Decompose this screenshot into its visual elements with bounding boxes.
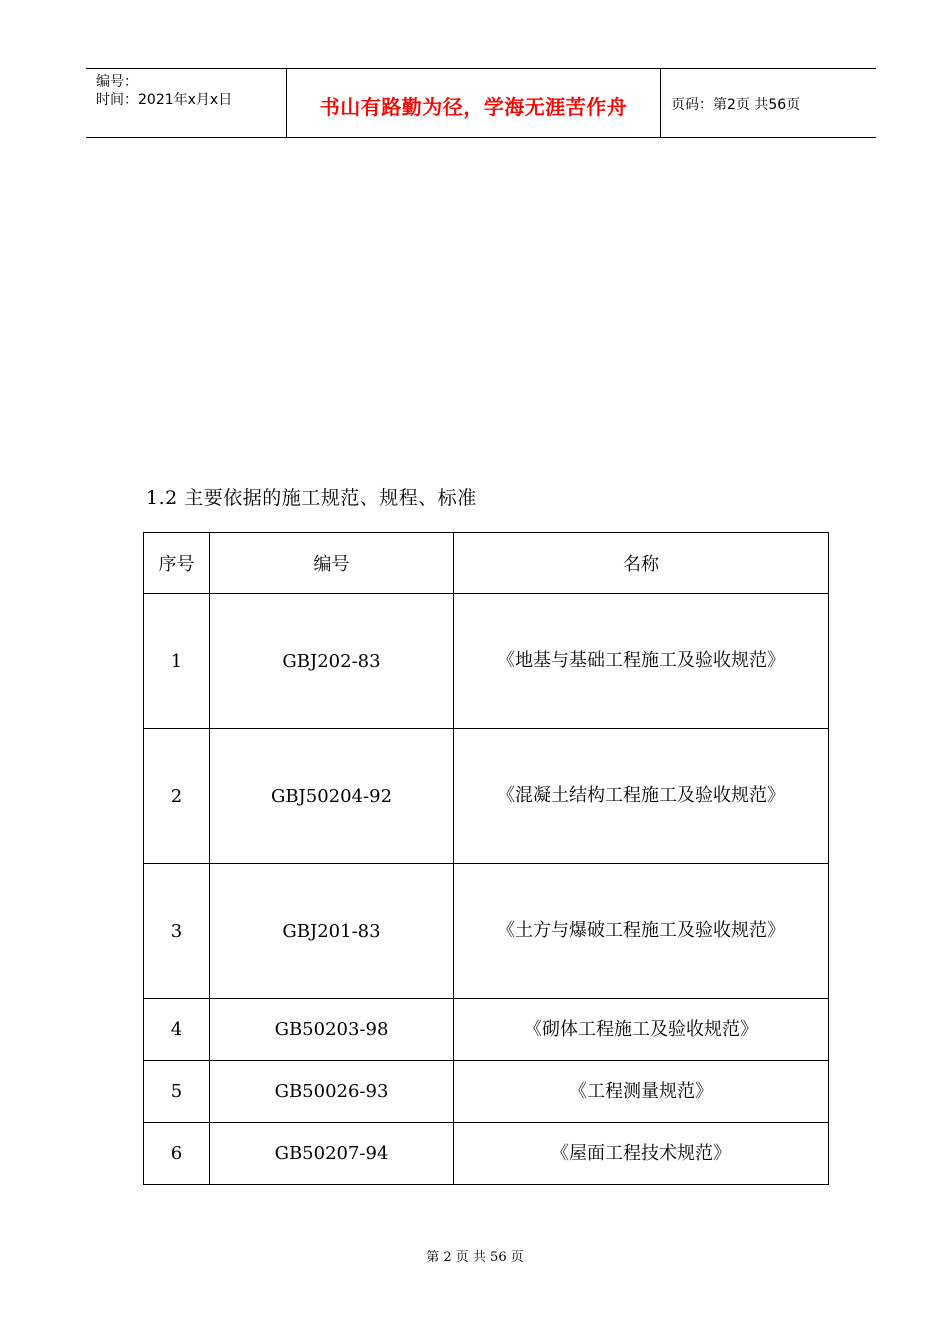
- row-code: GBJ50204-92: [210, 729, 454, 864]
- row-no: 3: [144, 864, 210, 999]
- table-row: [144, 729, 829, 864]
- header-time-label: 时间：2021年x月x日: [96, 92, 233, 108]
- header-motto-cell: [287, 69, 661, 137]
- row-name: 《工程测量规范》: [454, 1061, 829, 1123]
- row-name: 《砌体工程施工及验收规范》: [454, 999, 829, 1061]
- row-no: 6: [144, 1123, 210, 1185]
- column-header-no: 序号: [144, 533, 210, 594]
- header-meta-cell: [86, 69, 287, 137]
- row-no: 2: [144, 729, 210, 864]
- table-row: [144, 1061, 829, 1123]
- table-row: [144, 999, 829, 1061]
- page-footer: 第 2 页 共 56 页: [426, 1250, 524, 1265]
- row-name: 《地基与基础工程施工及验收规范》: [454, 594, 829, 729]
- row-no: 1: [144, 594, 210, 729]
- section-title: 1.2 主要依据的施工规范、规程、标准: [146, 487, 477, 509]
- table-header-row: [144, 533, 829, 594]
- row-name: 《混凝土结构工程施工及验收规范》: [454, 729, 829, 864]
- column-header-code: 编号: [210, 533, 454, 594]
- row-code: GB50026-93: [210, 1061, 454, 1123]
- row-name: 《屋面工程技术规范》: [454, 1123, 829, 1185]
- row-no: 5: [144, 1061, 210, 1123]
- header-page-cell: [661, 69, 876, 137]
- row-name: 《土方与爆破工程施工及验收规范》: [454, 864, 829, 999]
- standards-table: [143, 532, 829, 1185]
- header-code-label: 编号：: [96, 74, 138, 90]
- row-code: GB50207-94: [210, 1123, 454, 1185]
- column-header-name: 名称: [454, 533, 829, 594]
- header-page-label: 页码：第2页 共56页: [671, 97, 801, 113]
- header-motto: 书山有路勤为径，学海无涯苦作舟: [319, 95, 628, 119]
- page-header: [86, 68, 876, 138]
- row-code: GBJ202-83: [210, 594, 454, 729]
- table-row: [144, 594, 829, 729]
- row-code: GB50203-98: [210, 999, 454, 1061]
- row-code: GBJ201-83: [210, 864, 454, 999]
- row-no: 4: [144, 999, 210, 1061]
- table-row: [144, 1123, 829, 1185]
- table-row: [144, 864, 829, 999]
